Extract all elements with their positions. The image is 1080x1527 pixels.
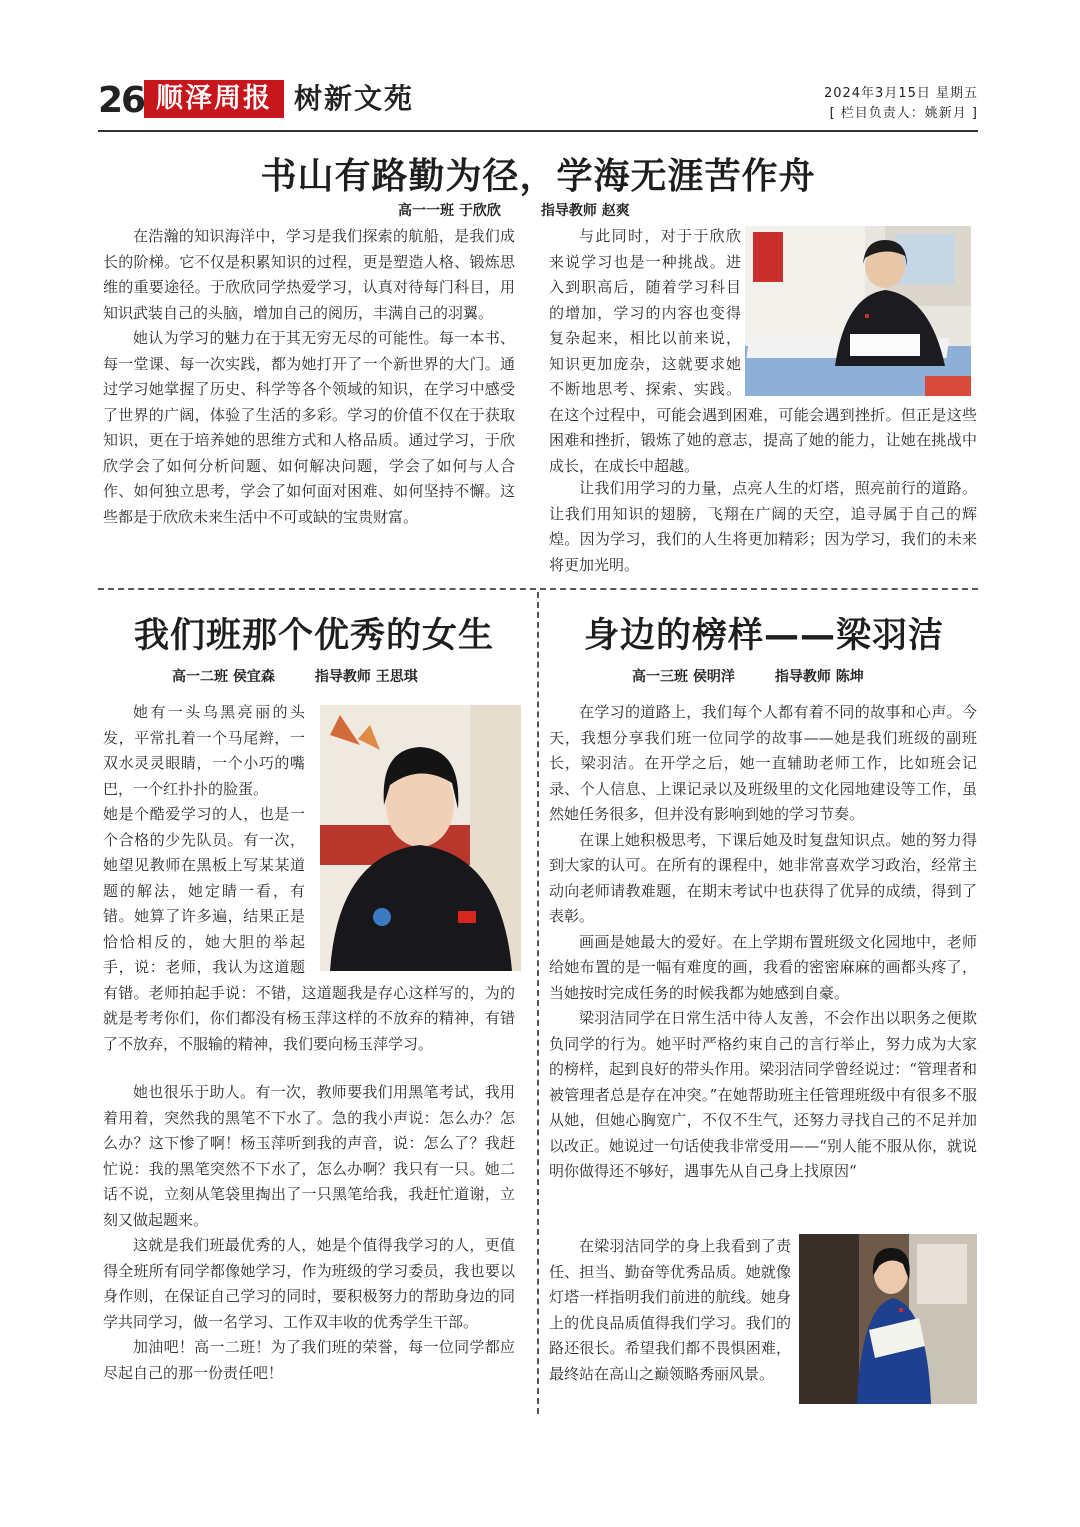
article2-teacher: 指导教师 王思琪	[314, 669, 418, 685]
paragraph: 她也很乐于助人。有一次，教师要我们用黑笔考试，我用着用着，突然我的黑笔不下水了。急的我小声说：怎么办？怎么办？这下惨了啊！杨玉萍听到我的声音，说：怎么了？我赶忙说：我的黑笔突然不下水了，怎么办啊？我只有一只。她二话不说，立刻从笔袋里掏出了一只黑笔给我，我赶忙道谢，立刻又做起题来。	[103, 1083, 515, 1229]
page-number: 26	[98, 80, 145, 121]
issue-date: 2024年3月15日 星期五	[823, 86, 978, 101]
paragraph: 让我们用学习的力量，点亮人生的灯塔，照亮前行的道路。让我们用知识的翅膀，飞翔在广阔的天空，追寻属于自己的辉煌。因为学习，我们的人生将更加精彩；因为学习，我们的未来将更加光明。	[549, 479, 977, 574]
paper-logo: 顺泽周报	[144, 80, 284, 118]
article2-title: 我们班那个优秀的女生	[133, 616, 494, 656]
paragraph: 在梁羽洁同学的身上我看到了责任、担当、勤奋等优秀品质。她就像灯塔一样指明我们前进的航线。她身上的优良品质值得我们学习。我们的路还很长。希望我们都不畏惧困难，最终站在高山之巅领略秀丽风景。	[549, 1237, 791, 1383]
article2-author: 高一二班 侯宜森	[172, 669, 275, 685]
article1-title: 书山有路勤为径，学海无涯苦作舟	[260, 156, 816, 197]
article1-right-column	[549, 224, 977, 479]
paragraph: 这就是我们班最优秀的人，她是个值得我学习的人，更值得全班所有同学都像她学习，作为班级的学习委员，我也要以身作则，在保证自己学习的同时，要积极努力的帮助身边的同学共同学习，做一名学习、工作双丰收的优秀学生干部。	[103, 1236, 515, 1331]
paragraph: 她认为学习的魅力在于其无穷无尽的可能性。每一本书、每一堂课、每一次实践，都为她打开了一个新世界的大门。通过学习她掌握了历史、科学等各个领域的知识，在学习中感受了世界的广阔，体验了生活的多彩。学习的价值不仅在于获取知识，更在于培养她的思维方式和人格品质。通过学习，于欣欣学会了如何分析问题、如何解决问题，学会了如何与人合作、如何独立思考，学会了如何面对困难、如何坚持不懈。这些都是于欣欣未来生活中不可或缺的宝贵财富。	[103, 329, 515, 526]
section-divider	[98, 588, 978, 590]
section-title: 树新文苑	[294, 82, 415, 115]
paragraph: 在学习的道路上，我们每个人都有着不同的故事和心声。今天，我想分享我们班一位同学的故事——她是我们班级的副班长，梁羽洁。在开学之后，她一直辅助老师工作，比如班会记录、个人信息、上课记录以及班级里的文化园地建设等工作，虽然她任务很多，但并没有影响到她的学习节奏。	[549, 703, 977, 823]
paragraph: 画画是她最大的爱好。在上学期布置班级文化园地中，老师给她布置的是一幅有难度的画，我看的密密麻麻的画都头疼了，当她按时完成任务的时候我都为她感到自豪。	[549, 932, 977, 1002]
article1-teacher: 指导教师 赵爽	[540, 203, 630, 219]
article1-right-column-bottom	[549, 476, 977, 578]
column-divider	[537, 592, 539, 1414]
article3-teacher: 指导教师 陈坤	[774, 669, 864, 685]
paragraph: 在浩瀚的知识海洋中，学习是我们探索的航船，是我们成长的阶梯。它不仅是积累知识的过程，更是塑造人格、锻炼思维的重要途径。于欣欣同学热爱学习，认真对待每门科目，用知识武装自己的头脑，增加自己的阅历，丰满自己的羽翼。	[103, 227, 515, 322]
article3-author: 高一三班 侯明洋	[632, 669, 735, 685]
paragraph: 她有一头乌黑亮丽的头发，平常扎着一个马尾辫，一双水灵灵眼睛，一个小巧的嘴巴，一个红扑扑的脸蛋。	[103, 703, 305, 798]
paragraph: 梁羽洁同学在日常生活中待人友善，不会作出以职务之便欺负同学的行为。她平时严格约束自己的言行举止，努力成为大家的榜样，起到良好的带头作用。梁羽洁同学曾经说过：“管理者和被管理者总是存在冲突。”在她帮助班主任管理班级中有很多不服从她，但她心胸宽广，不仅不生气，还努力寻找自己的不足并加以改正。她说过一句话使我非常受用——“别人能不服从你，就说明你做得还不够好，遇事先从自己身上找原因“	[549, 1009, 977, 1180]
article3-column	[549, 700, 977, 1185]
paragraph: 加油吧！高一二班！为了我们班的荣誉，每一位同学都应尽起自己的那一份责任吧！	[103, 1338, 515, 1382]
paragraph: 与此同时，对于于欣欣来说学习也是一种挑战。进入到职高后，随着学习科目的增加，学习的内容也变得复杂起来，相比以前来说，知识更加庞杂，这就要求她不断地思考、探索、实践。在这个过程中，可能会遇到困难，可能会遇到挫折。但正是这些困难和挫折，锻炼了她的意志，提高了她的能力，让她在挑战中成长，在成长中超越。	[549, 227, 977, 475]
article1-author: 高一一班 于欣欣	[398, 203, 501, 219]
paragraph: 在课上她积极思考，下课后她及时复盘知识点。她的努力得到大家的认可。在所有的课程中，她非常喜欢学习政治，经常主动向老师请教难题，在期末考试中也获得了优异的成绩，得到了表彰。	[549, 830, 977, 925]
article2-column-wrap	[103, 802, 515, 1057]
masthead	[98, 76, 978, 132]
masthead-rule	[98, 130, 978, 132]
article3-photo	[799, 1234, 977, 1404]
article3-title: 身边的榜样——梁羽洁	[583, 616, 944, 656]
article1-byline	[398, 200, 630, 220]
article2-byline	[172, 666, 418, 686]
article3-byline	[632, 666, 864, 686]
article2-column-bottom	[103, 1080, 515, 1386]
section-editor: [ 栏目负责人：姚新月 ]	[829, 106, 978, 121]
paragraph: 她是个酷爱学习的人，也是一个合格的少先队员。有一次，她望见教师在黑板上写某某道题的解法，她定睛一看，有错。她算了许多遍，结果正是恰恰相反的，她大胆的举起手，说：老师，我认为这道题有错。老师拍起手说：不错，这道题我是存心这样写的，为的就是考考你们，你们都没有杨玉萍这样的不放弃的精神，有错了不放弃，不服输的精神，我们要向杨玉萍学习。	[103, 805, 515, 1053]
article1-left-column	[103, 224, 515, 530]
